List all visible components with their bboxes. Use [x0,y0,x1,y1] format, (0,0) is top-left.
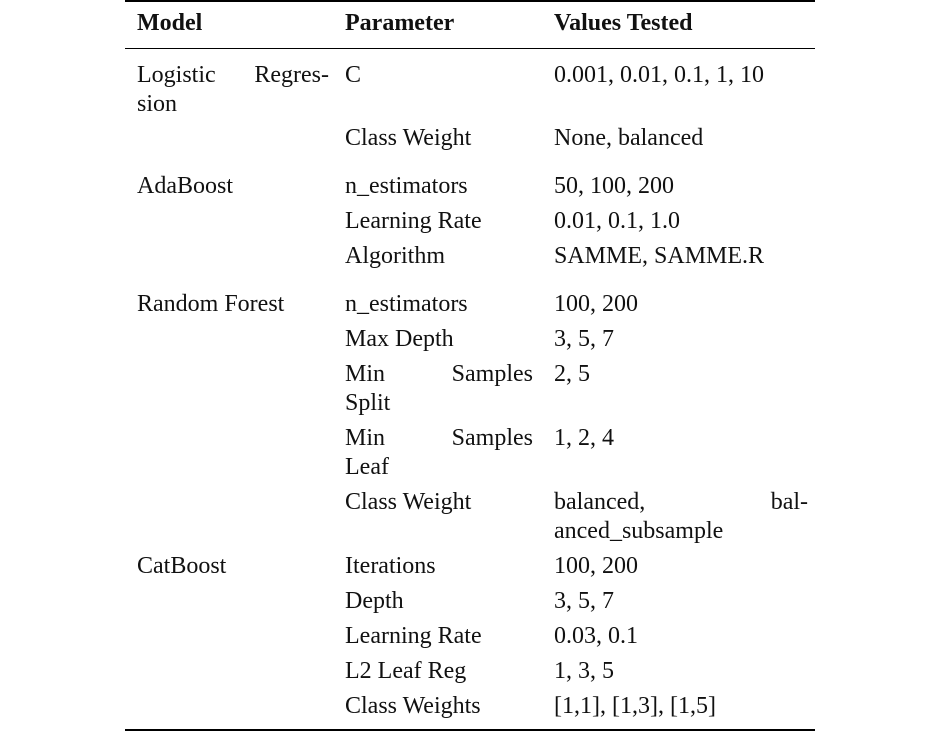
param-cell [345,360,533,389]
param-cell: n_estimators [345,291,468,317]
param-continuation: Split [345,390,391,416]
values-cell: 50, 100, 200 [554,173,674,199]
param-word: Samples [451,361,533,387]
header-parameter: Parameter [345,10,455,36]
param-word: Min [345,425,386,451]
values-cell: 0.01, 0.1, 1.0 [554,208,680,234]
values-cell: 0.03, 0.1 [554,623,638,649]
param-cell: Class Weight [345,125,472,151]
model-logistic-regression [137,61,329,90]
param-word: Min [345,361,386,387]
values-cell: 100, 200 [554,553,638,579]
param-cell: Iterations [345,553,436,579]
header-model: Model [137,10,203,36]
param-cell: Learning Rate [345,623,482,649]
model-name-part: Regres- [254,62,329,88]
param-cell: Max Depth [345,326,454,352]
model-name-continuation: sion [137,91,178,117]
param-cell [345,424,533,453]
values-cell: 1, 3, 5 [554,658,614,684]
top-rule [125,0,815,2]
model-catboost: CatBoost [137,553,227,579]
model-adaboost: AdaBoost [137,173,233,199]
param-cell: Algorithm [345,243,445,269]
bottom-rule [125,729,815,731]
param-cell: Class Weights [345,693,481,719]
values-cell: SAMME, SAMME.R [554,243,765,269]
values-cell: [1,1], [1,3], [1,5] [554,693,716,719]
model-random-forest: Random Forest [137,291,285,317]
value-word: bal- [770,489,808,515]
header-rule [125,48,815,49]
model-name-part: Logistic [137,62,216,88]
param-cell: L2 Leaf Reg [345,658,467,684]
value-word: balanced, [554,489,646,515]
values-cell: 2, 5 [554,361,590,387]
param-cell: Learning Rate [345,208,482,234]
values-cell: 3, 5, 7 [554,326,614,352]
param-cell: Class Weight [345,489,472,515]
param-cell: Depth [345,588,404,614]
values-cell: 100, 200 [554,291,638,317]
param-word: Samples [451,425,533,451]
param-cell: n_estimators [345,173,468,199]
header-values-tested: Values Tested [554,10,693,36]
values-cell [554,488,808,517]
values-cell: 0.001, 0.01, 0.1, 1, 10 [554,62,764,88]
values-cell: 1, 2, 4 [554,425,614,451]
values-cell: None, balanced [554,125,704,151]
values-cell: 3, 5, 7 [554,588,614,614]
values-continuation: anced_subsample [554,518,724,544]
param-continuation: Leaf [345,454,389,480]
param-cell: C [345,62,362,88]
